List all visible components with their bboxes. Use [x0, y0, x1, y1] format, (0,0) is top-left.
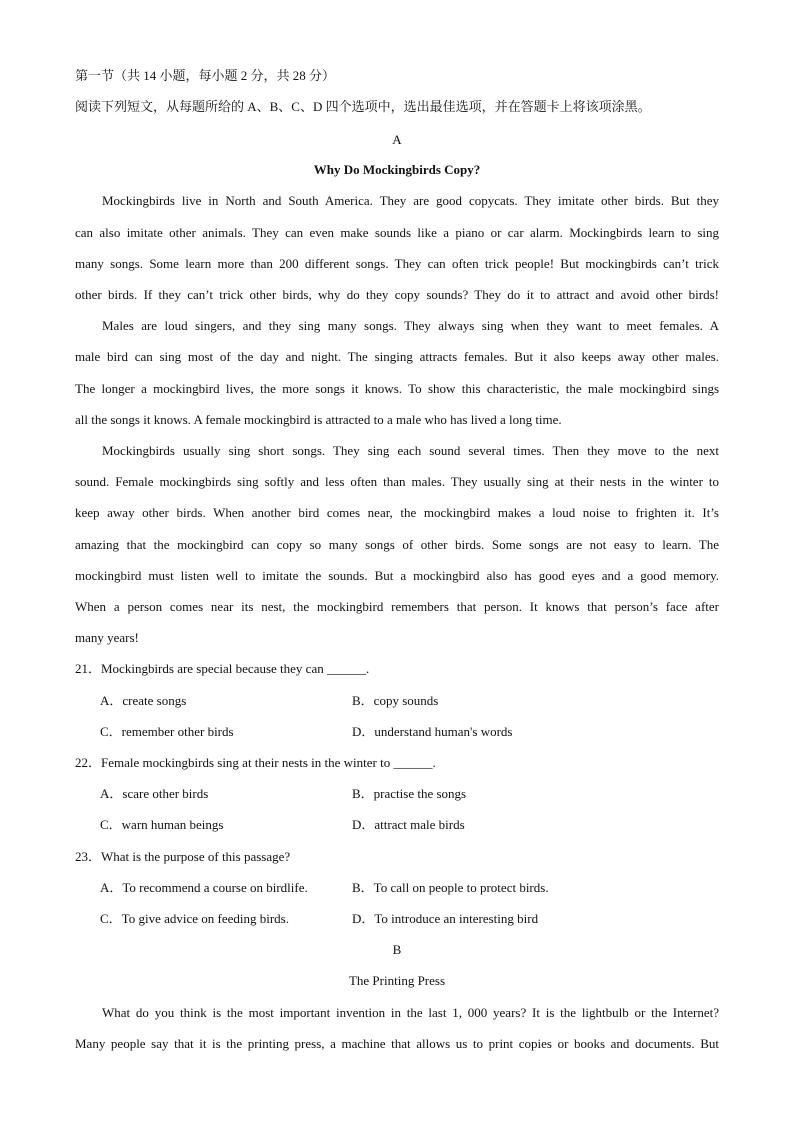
question-21-option-a: A．create songs — [100, 693, 187, 708]
passage-a-line: keep away other birds. When another bird comes near, the mockingbird makes a loud noise to frighten it. It’s — [75, 505, 719, 520]
question-23-stem: 23．What is the purpose of this passage? — [75, 849, 291, 864]
passage-b-line: What do you think is the most important invention in the last 1, 000 years? It is the lightbulb or the Internet? — [102, 1005, 719, 1020]
passage-a-line: sound. Female mockingbirds sing softly and less often than males. They usually sing at their nests in the winter to — [75, 474, 719, 489]
question-22-stem: 22．Female mockingbirds sing at their nests in the winter to ______. — [75, 755, 436, 770]
passage-a-title: Why Do Mockingbirds Copy? — [313, 162, 481, 177]
passage-a-line: Males are loud singers, and they sing many songs. They always sing when they want to meet females. A — [102, 318, 719, 333]
section-header: 第一节（共 14 小题，每小题 2 分，共 28 分） — [75, 68, 336, 83]
passage-a-line: other birds. If they can’t trick other birds, why do they copy sounds? They do it to attract and avoid other birds! — [75, 287, 719, 302]
passage-a-line: many years! — [75, 630, 139, 645]
question-23-option-a: A．To recommend a course on birdlife. — [100, 880, 308, 895]
passage-a-line: can also imitate other animals. They can even make sounds like a piano or car alarm. Mockingbirds learn to sing — [75, 225, 719, 240]
passage-b-line: Many people say that it is the printing press, a machine that allows us to print copies or books and documents. But — [75, 1036, 719, 1051]
passage-a-line: male bird can sing most of the day and night. The singing attracts females. But it also keeps away other males. — [75, 349, 719, 364]
passage-a-line: amazing that the mockingbird can copy so many songs of other birds. Some songs are not easy to learn. The — [75, 537, 719, 552]
section-instruction: 阅读下列短文，从每题所给的 A、B、C、D 四个选项中，选出最佳选项，并在答题卡上将该项涂黑。 — [75, 99, 651, 114]
passage-a-line: The longer a mockingbird lives, the more songs it knows. To show this characteristic, the male mockingbird sings — [75, 381, 719, 396]
passage-a-line: Mockingbirds live in North and South America. They are good copycats. They imitate other birds. But they — [102, 193, 719, 208]
question-23-option-c: C．To give advice on feeding birds. — [100, 911, 289, 926]
passage-b-letter: B — [392, 942, 402, 957]
passage-a-line: Mockingbirds usually sing short songs. They sing each sound several times. Then they move to the next — [102, 443, 719, 458]
question-22-option-d: D．attract male birds — [352, 817, 465, 832]
question-21-option-b: B．copy sounds — [352, 693, 439, 708]
question-22-option-a: A．scare other birds — [100, 786, 209, 801]
passage-a-line: all the songs it knows. A female mockingbird is attracted to a male who has lived a long time. — [75, 412, 562, 427]
question-21-option-d: D．understand human's words — [352, 724, 513, 739]
question-22-option-b: B．practise the songs — [352, 786, 467, 801]
question-23-option-d: D．To introduce an interesting bird — [352, 911, 539, 926]
question-21-stem: 21．Mockingbirds are special because they can ______. — [75, 661, 370, 676]
passage-a-letter: A — [392, 132, 402, 147]
question-22-option-c: C．warn human beings — [100, 817, 224, 832]
question-23-option-b: B．To call on people to protect birds. — [352, 880, 549, 895]
passage-a-line: many songs. Some learn more than 200 different songs. They can often trick people! But mockingbirds can’t trick — [75, 256, 719, 271]
question-21-option-c: C．remember other birds — [100, 724, 234, 739]
passage-b-title: The Printing Press — [348, 973, 446, 988]
passage-a-line: When a person comes near its nest, the mockingbird remembers that person. It knows that person’s face after — [75, 599, 719, 614]
passage-a-line: mockingbird must listen well to imitate the sounds. But a mockingbird also has good eyes and a good memory. — [75, 568, 719, 583]
